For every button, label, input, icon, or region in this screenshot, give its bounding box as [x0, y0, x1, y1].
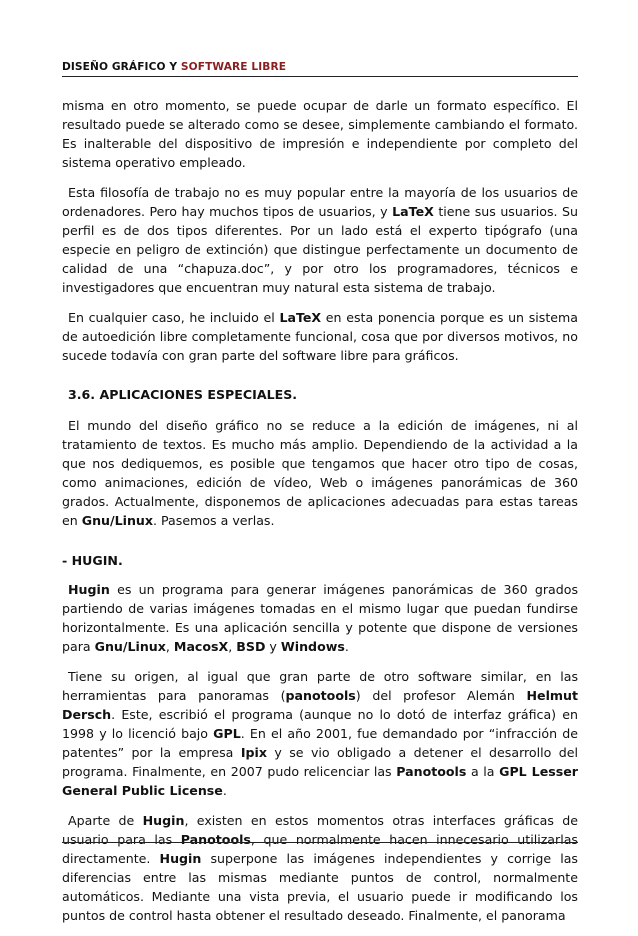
- paragraph-text: . En el año 2001, fue demandado por “infracción de patentes” por la empresa: [62, 726, 579, 760]
- paragraph-text: misma en otro momento, se puede ocupar de darle un formato específico. El resultado puede se alterado como se desee, simplemente cambiando el formato. Es inalterable del dispositivo de impresión e independiente por completo del sistema operativo empleado.: [62, 98, 578, 170]
- paragraph-text: .: [222, 783, 227, 798]
- paragraph-text: , que normalmente hacen innecesario utilizarlas directamente.: [62, 832, 578, 866]
- paragraph-3: [62, 308, 578, 365]
- paragraph-text: Aparte de: [68, 813, 143, 828]
- paragraph-text: superpone las imágenes independientes y corrige las diferencias entre las mismas mediante puntos de control, normalmente automáticos. Mediante una vista previa, el usuario puede ir modificando los puntos de control hasta obtener el resultado deseado. Finalmente, el panorama: [62, 851, 578, 923]
- bold-term: Panotools: [180, 832, 251, 847]
- bold-term: Gnu/Linux: [94, 639, 166, 654]
- bold-term: LaTeX: [279, 310, 322, 325]
- bold-term: GPL Lesser General Public License: [62, 764, 578, 798]
- bold-term: Hugin: [142, 813, 185, 828]
- bold-term: Hugin: [68, 582, 110, 597]
- paragraph-text: El mundo del diseño gráfico no se reduce a la edición de imágenes, ni al tratamiento de textos. Es mucho más amplio. Dependiendo de la actividad a la que nos dediquemos, es posible que tengamos que hacer otro tipo de cosas, como animaciones, edición de vídeo, Web o imágenes panorámicas de 360 grados. Actualmente, disponemos de aplicaciones adecuadas para estas tareas en: [62, 418, 578, 528]
- section-heading: 3.6. APLICACIONES ESPECIALES.: [68, 387, 298, 402]
- paragraph-text: Tiene su origen, al igual que gran parte de otro software similar, en las herramientas para panoramas (: [62, 669, 578, 703]
- bold-term: panotools: [285, 688, 356, 703]
- bold-term: MacosX: [173, 639, 229, 654]
- paragraph-text: en esta ponencia porque es un sistema de autoedición libre completamente funcional, cosa que por diversos motivos, no sucede todavía con gran parte del software libre para gráficos.: [62, 310, 578, 363]
- paragraph-4: [62, 416, 578, 530]
- paragraph-text: y se vio obligado a detener el desarrollo del programa. Finalmente, en 2007 pudo relicenciar las: [62, 745, 578, 779]
- paragraph-7: [62, 811, 578, 925]
- paragraph-text: es un programa para generar imágenes panorámicas de 360 grados partiendo de varias imágenes tomadas en el mismo lugar que puedan fundirse horizontalmente. Es una aplicación sencilla y potente que dispone de versiones para: [62, 582, 578, 654]
- paragraph-text: Esta filosofía de trabajo no es muy popular entre la mayoría de los usuarios de ordenadores. Pero hay muchos tipos de usuarios, y: [62, 185, 578, 219]
- subsection-heading: - HUGIN.: [62, 553, 123, 568]
- bold-term: Gnu/Linux: [81, 513, 153, 528]
- bold-term: LaTeX: [392, 204, 434, 219]
- paragraph-text: . Este, escribió el programa (aunque no lo dotó de interfaz gráfica) en 1998 y lo licenció bajo: [62, 707, 578, 741]
- paragraph-5: [62, 580, 578, 656]
- paragraph-6: [62, 667, 578, 800]
- paragraph-text: . Pasemos a verlas.: [153, 513, 275, 528]
- bold-term: Helmut Dersch: [62, 688, 578, 722]
- paragraph-text: tiene sus usuarios. Su perfil es de dos tipos diferentes. Por un lado está el experto tipógrafo (una especie en peligro de extinción) que distingue perfectamente un documento de calidad de una “chapuza.doc”, y por otro los programadores, técnicos e investigadores que encuentran muy natural esta sistema de trabajo.: [62, 204, 578, 295]
- paragraph-text: En cualquier caso, he incluido el: [68, 310, 280, 325]
- bold-term: Windows: [280, 639, 345, 654]
- footer-divider: [62, 842, 578, 843]
- paragraph-text: a la: [466, 764, 500, 779]
- bold-term: Panotools: [396, 764, 467, 779]
- paragraph-text: y: [265, 639, 281, 654]
- bold-term: BSD: [236, 639, 266, 654]
- paragraph-text: , existen en estos momentos otras interfaces gráficas de usuario para las: [62, 813, 578, 847]
- header-title-accent: SOFTWARE LIBRE: [180, 61, 287, 73]
- paragraph-text: ,: [165, 639, 174, 654]
- paragraph-text: ,: [228, 639, 237, 654]
- paragraph-2: [62, 183, 578, 297]
- header-title-part1: DISEÑO GRÁFICO Y: [62, 61, 181, 73]
- paragraph-text: ) del profesor Alemán: [355, 688, 527, 703]
- bold-term: Ipix: [240, 745, 267, 760]
- paragraph-1: [62, 96, 578, 172]
- bold-term: Hugin: [159, 851, 202, 866]
- document-body: [62, 96, 578, 936]
- bold-term: GPL: [213, 726, 241, 741]
- paragraph-text: .: [344, 639, 349, 654]
- page-header: [62, 60, 578, 77]
